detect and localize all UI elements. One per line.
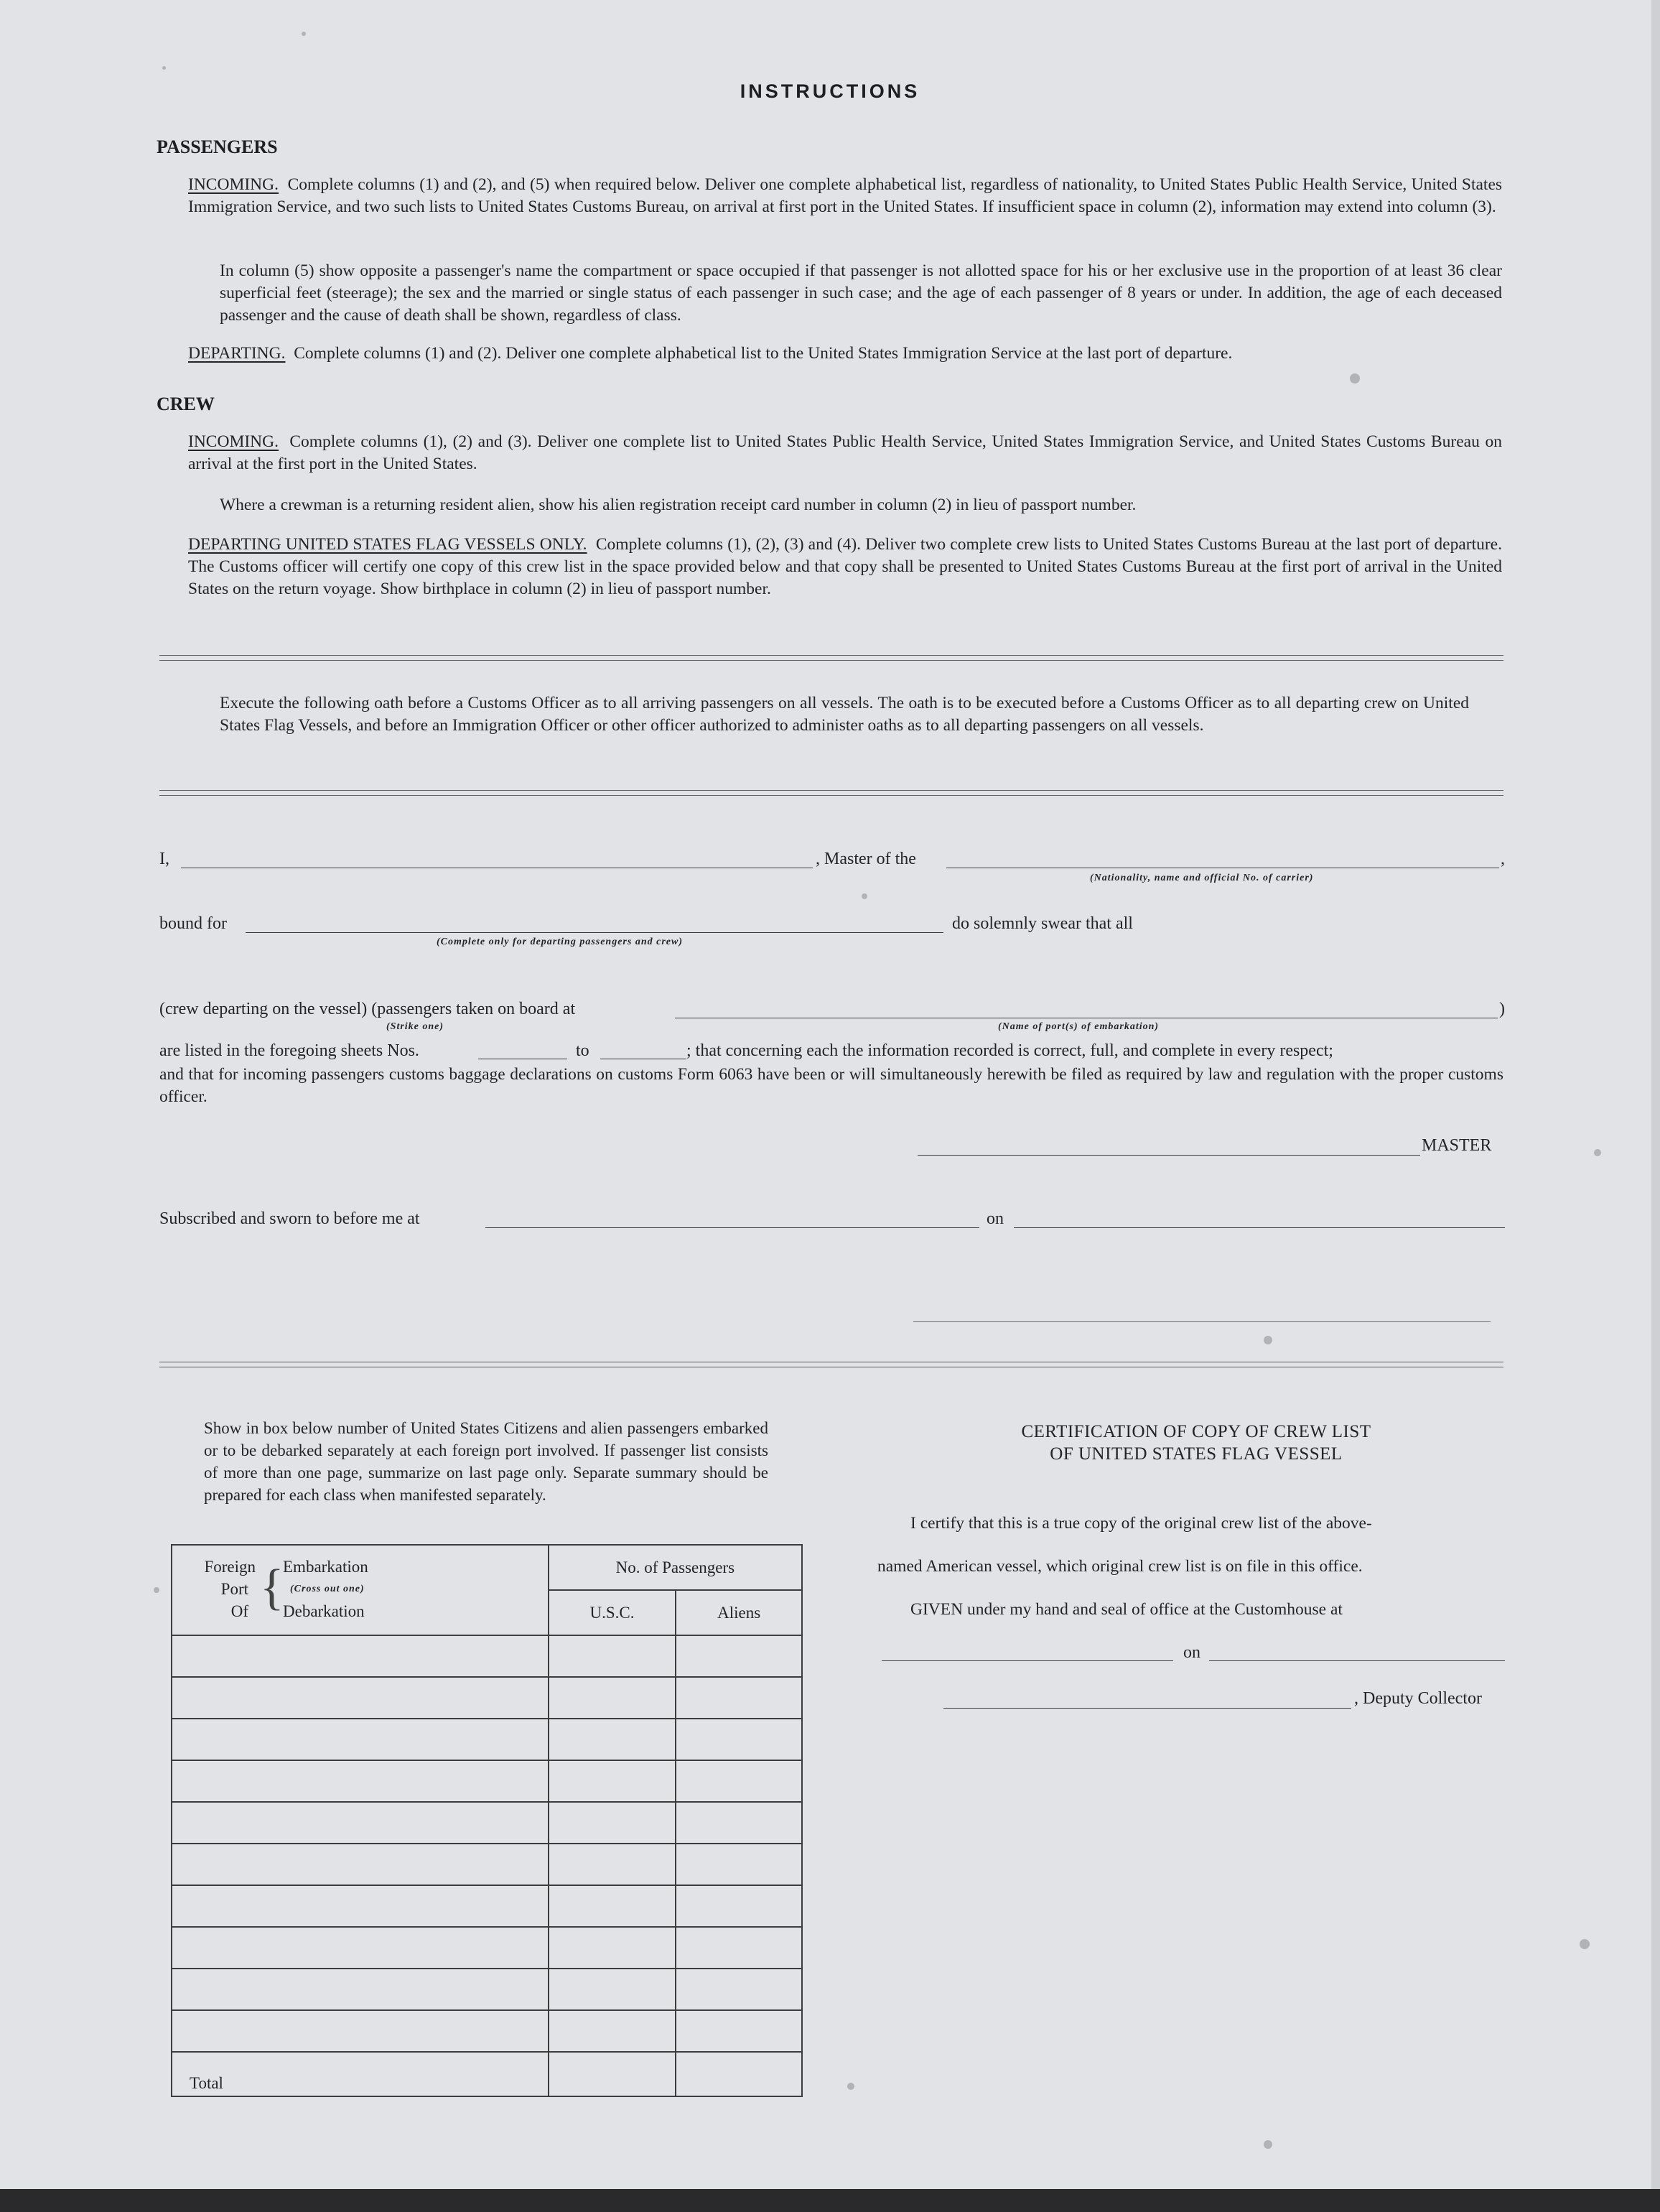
passengers-incoming-paragraph: [188, 174, 1502, 218]
brace-icon: {: [260, 1560, 284, 1615]
master-signature-field[interactable]: [918, 1155, 1420, 1156]
scan-speck: [1350, 373, 1360, 384]
close-paren-label: ): [1499, 1000, 1505, 1018]
table-cell[interactable]: [172, 1719, 549, 1760]
crew-incoming-paragraph: [188, 431, 1502, 475]
passengers-departing-text: Complete columns (1) and (2). Deliver one complete alphabetical list to the United States Immigration Service at the last port of departure.: [294, 344, 1233, 363]
subscribed-label: Subscribed and sworn to before me at: [159, 1209, 420, 1228]
bound-caption: (Complete only for departing passengers and crew): [437, 937, 683, 947]
embarkation-label: Embarkation: [283, 1558, 368, 1576]
scan-speck: [154, 1587, 159, 1593]
crew-departing-text: Complete columns (1), (2), (3) and (4). Deliver two complete crew lists to United States Customs Bureau at the last port of departure. The Customs officer will certify one copy of this crew list in the space provided below and that copy shall be presented to United States Customs Bureau at the first port of arrival in the United States on the return voyage. Show birthplace in column (2) in lieu of passport number.: [188, 535, 1502, 598]
officer-signature-field[interactable]: [913, 1321, 1491, 1322]
table-cell[interactable]: [172, 1677, 549, 1719]
strike-caption: (Strike one): [386, 1021, 444, 1032]
scan-speck: [162, 66, 166, 70]
table-cell[interactable]: [549, 1677, 676, 1719]
crew-heading: CREW: [157, 394, 215, 414]
table-cell[interactable]: [172, 1844, 549, 1885]
port-header-cell: [172, 1545, 549, 1635]
table-cell[interactable]: [676, 1677, 802, 1719]
cross-out-caption: (Cross out one): [290, 1584, 365, 1594]
aliens-header: Aliens: [676, 1590, 802, 1635]
table-cell[interactable]: [549, 2010, 676, 2052]
carrier-caption: (Nationality, name and official No. of carrier): [1090, 873, 1314, 883]
crew-departing-label: (crew departing on the vessel) (passengers taken on board at: [159, 1000, 576, 1018]
listed-label: are listed in the foregoing sheets Nos.: [159, 1041, 419, 1060]
to-label: to: [576, 1041, 589, 1060]
scan-speck: [862, 893, 867, 899]
crew-incoming-label: INCOMING.: [188, 432, 279, 451]
usc-header: U.S.C.: [549, 1590, 676, 1635]
certification-heading-1: CERTIFICATION OF COPY OF CREW LIST: [1021, 1422, 1371, 1441]
table-cell[interactable]: [549, 1885, 676, 1927]
crew-departing-label: DEPARTING UNITED STATES FLAG VESSELS ONLY.: [188, 535, 587, 554]
of-label: Of: [230, 1602, 248, 1620]
section-divider: [159, 655, 1503, 661]
master-of-label: , Master of the: [816, 850, 916, 868]
passengers-incoming-label: INCOMING.: [188, 175, 279, 194]
total-label: Total: [172, 2052, 549, 2096]
deputy-signature-field[interactable]: [943, 1708, 1351, 1709]
master-label: MASTER: [1422, 1136, 1492, 1155]
listed-text-2: and that for incoming passengers customs baggage declarations on customs Form 6063 have been or will simultaneously herewith be filed as required by law and regulation with the proper customs officer.: [159, 1065, 1503, 1106]
table-cell[interactable]: [172, 1969, 549, 2010]
crew-resident-paragraph: Where a crewman is a returning resident alien, show his alien registration receipt card number in column (2) in lieu of passport number.: [220, 496, 1137, 514]
sworn-date-field[interactable]: [1014, 1227, 1505, 1228]
listed-rest: ; that concerning each the information recorded is correct, full, and complete in every respect;: [686, 1041, 1333, 1060]
table-cell[interactable]: [676, 2010, 802, 2052]
scan-edge: [1651, 0, 1660, 2212]
certification-date-field[interactable]: [1209, 1660, 1505, 1661]
ports-caption: (Name of port(s) of embarkation): [998, 1021, 1160, 1032]
swear-label: do solemnly swear that all: [952, 914, 1133, 933]
table-cell[interactable]: [549, 1635, 676, 1677]
oath-instruction-paragraph: Execute the following oath before a Customs Officer as to all arriving passengers on all vessels. The oath is to be executed before a Customs Officer as to all departing crew on United States Flag Vessels, and before an Immigration Officer or other officer authorized to administer oaths as to all departing passengers on all vessels.: [220, 694, 1469, 735]
section-divider: [159, 1362, 1503, 1367]
certification-heading: [852, 1421, 1541, 1465]
oath-i-label: I,: [159, 850, 169, 868]
section-divider: [159, 790, 1503, 796]
certification-line-1: I certify that this is a true copy of the original crew list of the above-: [910, 1514, 1372, 1533]
table-cell[interactable]: [549, 1719, 676, 1760]
passengers-departing-paragraph: [188, 343, 1502, 365]
table-cell[interactable]: [172, 1635, 549, 1677]
table-cell[interactable]: [549, 1969, 676, 2010]
customhouse-field[interactable]: [882, 1660, 1173, 1661]
certification-on-label: on: [1183, 1643, 1200, 1662]
passengers-steerage-paragraph: In column (5) show opposite a passenger's name the compartment or space occupied if that passenger is not allotted space for his or her exclusive use in the proportion of at least 36 clear superficial feet (steerage); the sex and the married or single status of each passenger in such case; and the age of each passenger of 8 years or under. In addition, the age of each deceased passenger and the cause of death shall be shown, regardless of class.: [220, 261, 1502, 325]
table-cell[interactable]: [549, 1760, 676, 1802]
scan-speck: [302, 32, 306, 36]
table-cell[interactable]: [676, 1885, 802, 1927]
table-cell[interactable]: [676, 1844, 802, 1885]
scan-edge: [0, 2189, 1660, 2212]
total-aliens-cell[interactable]: [676, 2052, 802, 2096]
no-passengers-header: No. of Passengers: [549, 1545, 802, 1590]
table-cell[interactable]: [676, 1760, 802, 1802]
table-cell[interactable]: [172, 1927, 549, 1969]
bound-for-label: bound for: [159, 914, 227, 933]
certification-line-3: GIVEN under my hand and seal of office at the Customhouse at: [910, 1600, 1343, 1619]
table-cell[interactable]: [549, 1844, 676, 1885]
scan-speck: [847, 2083, 854, 2090]
foreign-label: Foreign: [204, 1558, 256, 1576]
bound-for-field[interactable]: [246, 932, 943, 933]
table-cell[interactable]: [172, 1802, 549, 1844]
table-cell[interactable]: [172, 2010, 549, 2052]
table-cell[interactable]: [676, 1802, 802, 1844]
scan-speck: [1594, 1149, 1601, 1156]
table-cell[interactable]: [172, 1760, 549, 1802]
passengers-incoming-text: Complete columns (1) and (2), and (5) when required below. Deliver one complete alphabetical list, regardless of nationality, to United States Public Health Service, United States Immigration Service, and two such lists to United States Customs Bureau, on arrival at first port in the United States. If insufficient space in column (2), information may extend into column (3).: [188, 175, 1503, 216]
sworn-on-label: on: [987, 1209, 1004, 1228]
crew-incoming-text: Complete columns (1), (2) and (3). Deliver one complete list to United States Public Health Service, United States Immigration Service, and United States Customs Bureau on arrival at the first port in the United States.: [188, 432, 1502, 473]
comma-label: ,: [1501, 850, 1505, 868]
table-cell[interactable]: [676, 1719, 802, 1760]
table-cell[interactable]: [549, 1927, 676, 1969]
table-cell[interactable]: [549, 1802, 676, 1844]
scan-speck: [1580, 1939, 1590, 1949]
table-cell[interactable]: [172, 1885, 549, 1927]
passenger-summary-table: [171, 1544, 803, 2097]
certification-line-2: named American vessel, which original crew list is on file in this office.: [877, 1557, 1363, 1576]
table-cell[interactable]: [676, 1635, 802, 1677]
passengers-heading: PASSENGERS: [157, 136, 278, 157]
passengers-departing-label: DEPARTING.: [188, 344, 286, 363]
certification-heading-2: OF UNITED STATES FLAG VESSEL: [1050, 1444, 1343, 1464]
table-cell[interactable]: [676, 1927, 802, 1969]
debarkation-label: Debarkation: [283, 1602, 365, 1620]
summary-instruction: Show in box below number of United States Citizens and alien passengers embarked or to be debarked separately at each foreign port involved. If passenger list consists of more than one page, summarize on last page only. Separate summary should be prepared for each class when manifested separately.: [204, 1419, 768, 1504]
scan-speck: [1264, 1336, 1272, 1344]
crew-departing-paragraph: [188, 534, 1502, 600]
scan-speck: [1264, 2140, 1272, 2149]
deputy-collector-label: , Deputy Collector: [1354, 1689, 1482, 1708]
sworn-place-field[interactable]: [485, 1227, 979, 1228]
page-title: INSTRUCTIONS: [740, 80, 920, 102]
port-label: Port: [220, 1580, 248, 1598]
total-usc-cell[interactable]: [549, 2052, 676, 2096]
table-cell[interactable]: [676, 1969, 802, 2010]
